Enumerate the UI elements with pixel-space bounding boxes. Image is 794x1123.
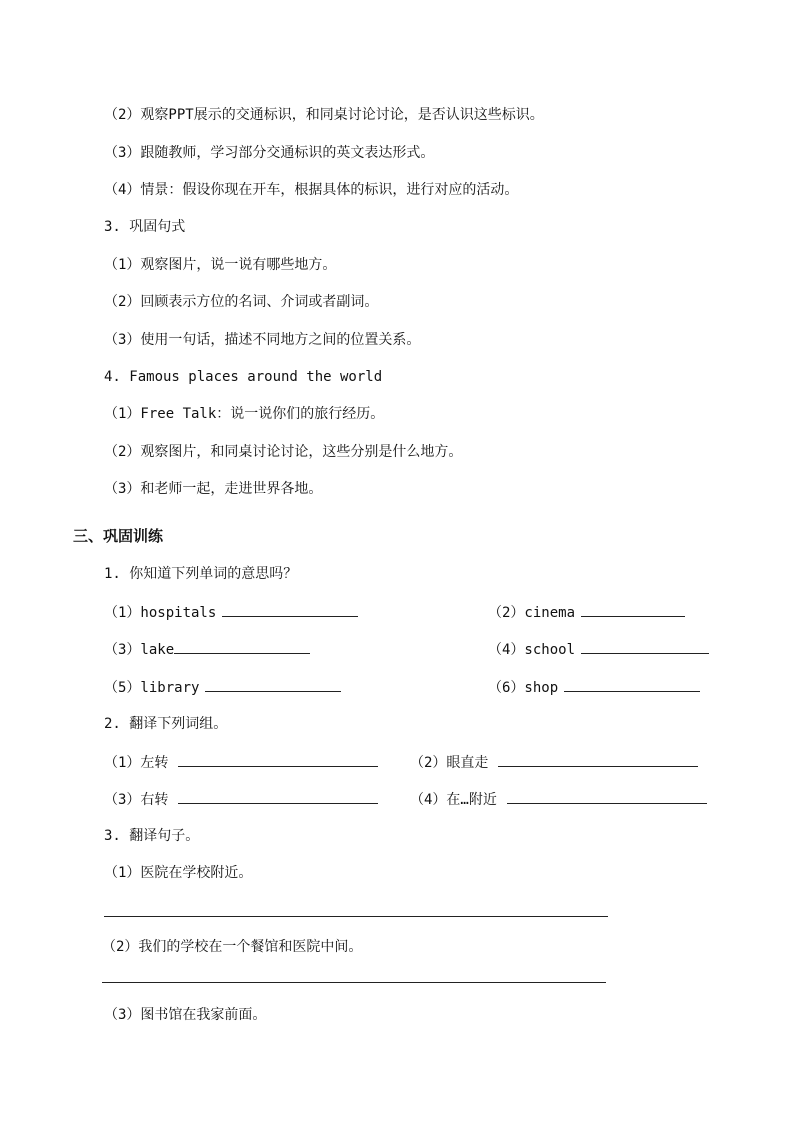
q1-item-2-blank[interactable] [581, 602, 685, 617]
step-4-2: （2）观察图片，和同桌讨论讨论，这些分别是什么地方。 [104, 444, 463, 460]
q3-prompt: 3. 翻译句子。 [104, 828, 200, 844]
q2-item-4-blank[interactable] [507, 789, 707, 804]
q2-prompt: 2. 翻译下列词组。 [104, 716, 228, 732]
q2-item-3 [104, 789, 378, 810]
q2-item-4 [410, 789, 707, 810]
q1-item-5-label: （5）library [104, 680, 200, 696]
q1-item-6 [488, 677, 700, 698]
q3-item-1: （1）医院在学校附近。 [104, 865, 253, 881]
q2-item-1 [104, 752, 378, 773]
q1-item-2 [488, 602, 685, 623]
q1-item-3-blank[interactable] [174, 639, 310, 654]
step-2-4: （4）情景：假设你现在开车，根据具体的标识，进行对应的活动。 [104, 182, 519, 198]
q3-item-3: （3）图书馆在我家前面。 [104, 1007, 267, 1023]
section-3-title: 三、巩固训练 [73, 527, 164, 545]
q1-item-1-blank[interactable] [222, 602, 358, 617]
q1-item-5 [104, 677, 341, 698]
q2-item-3-blank[interactable] [178, 789, 378, 804]
step-2-3: （3）跟随教师，学习部分交通标识的英文表达形式。 [104, 145, 435, 161]
q1-item-1 [104, 602, 358, 623]
heading-4: 4. Famous places around the world [104, 369, 383, 385]
q3-item-2: （2）我们的学校在一个餐馆和医院中间。 [102, 939, 363, 955]
step-3-1: （1）观察图片，说一说有哪些地方。 [104, 257, 337, 273]
q2-item-2-label: （2）眼直走 [410, 755, 489, 771]
q1-item-3 [104, 639, 310, 660]
q3-item-1-answer-line[interactable] [104, 916, 608, 917]
q1-item-1-label: （1）hospitals [104, 605, 217, 621]
q2-item-4-label: （4）在…附近 [410, 792, 497, 808]
q1-item-3-label: （3）lake [104, 642, 175, 658]
heading-3: 3. 巩固句式 [104, 219, 186, 235]
q2-item-1-label: （1）左转 [104, 755, 169, 771]
q2-item-1-blank[interactable] [178, 752, 378, 767]
q1-item-6-label: （6）shop [488, 680, 559, 696]
step-3-3: （3）使用一句话，描述不同地方之间的位置关系。 [104, 332, 421, 348]
q1-item-5-blank[interactable] [205, 677, 341, 692]
q3-item-2-answer-line[interactable] [102, 982, 606, 983]
q2-item-3-label: （3）右转 [104, 792, 169, 808]
step-2-2: （2）观察PPT展示的交通标识，和同桌讨论讨论，是否认识这些标识。 [104, 107, 544, 123]
q1-item-4-label: （4）school [488, 642, 576, 658]
q1-prompt: 1. 你知道下列单词的意思吗？ [104, 566, 298, 582]
step-3-2: （2）回顾表示方位的名词、介词或者副词。 [104, 294, 379, 310]
step-4-1: （1）Free Talk：说一说你们的旅行经历。 [104, 406, 385, 422]
q2-item-2 [410, 752, 698, 773]
q1-item-4 [488, 639, 709, 660]
step-4-3: （3）和老师一起，走进世界各地。 [104, 481, 323, 497]
q1-item-6-blank[interactable] [564, 677, 700, 692]
q1-item-2-label: （2）cinema [488, 605, 576, 621]
q1-item-4-blank[interactable] [581, 639, 709, 654]
q2-item-2-blank[interactable] [498, 752, 698, 767]
